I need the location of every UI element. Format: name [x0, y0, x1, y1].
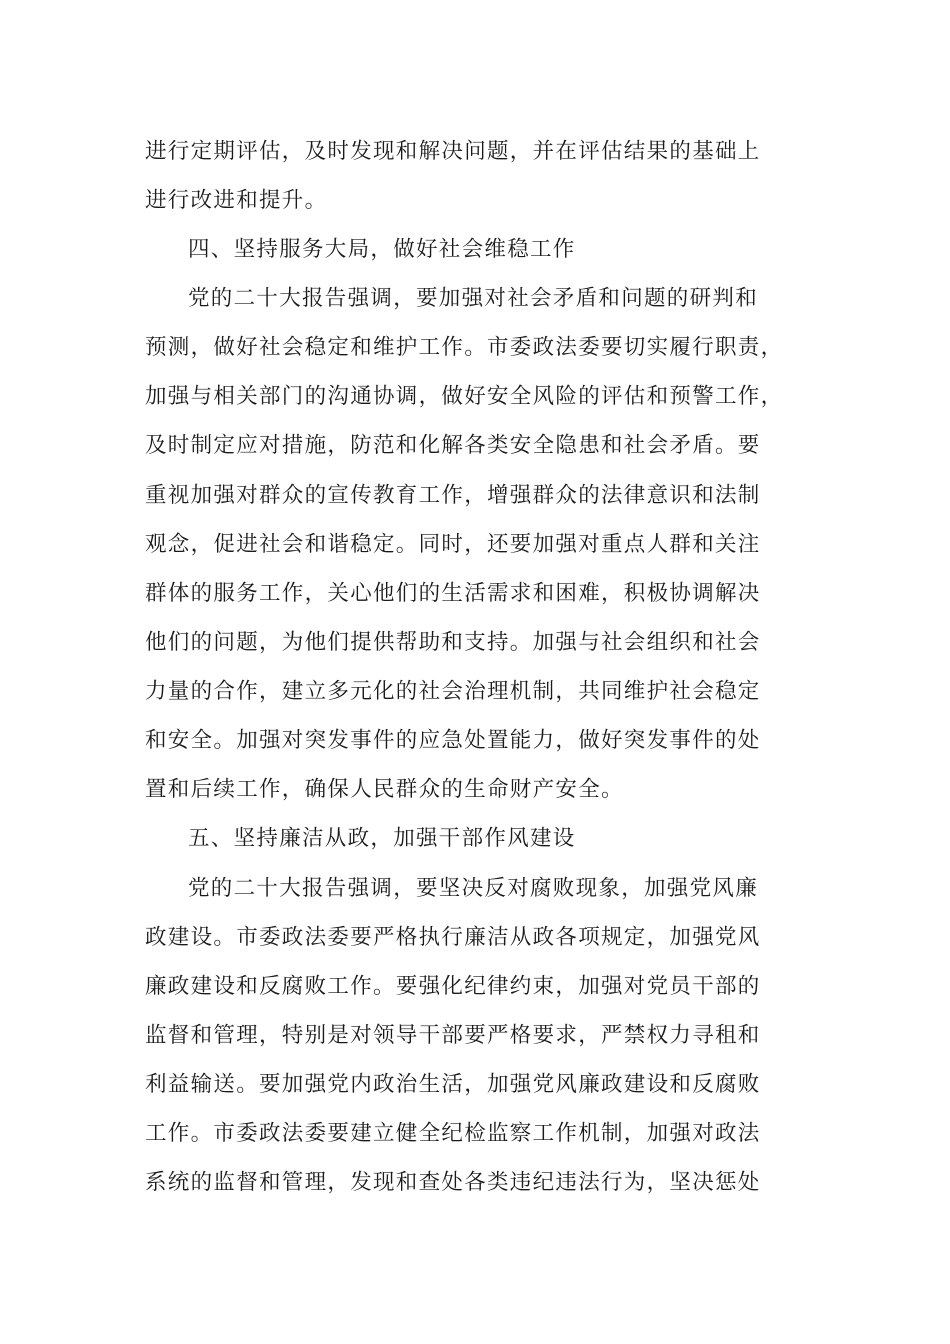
paragraph-line: 加强与相关部门的沟通协调，做好安全风险的评估和预警工作，: [145, 384, 784, 409]
section-heading-5: 五、坚持廉洁从政，加强干部作风建设: [188, 826, 576, 851]
paragraph-line: 观念，促进社会和谐稳定。同时，还要加强对重点人群和关注: [145, 532, 761, 557]
paragraph-line: 他们的问题，为他们提供帮助和支持。加强与社会组织和社会: [145, 630, 761, 655]
paragraph-line: 利益输送。要加强党内政治生活，加强党风廉政建设和反腐败: [145, 1072, 761, 1097]
paragraph-line: 及时制定应对措施，防范和化解各类安全隐患和社会矛盾。要: [145, 433, 761, 458]
paragraph-line: 置和后续工作，确保人民群众的生命财产安全。: [145, 777, 624, 802]
paragraph-line: 党的二十大报告强调，要坚决反对腐败现象，加强党风廉: [188, 876, 759, 901]
paragraph-line: 群体的服务工作，关心他们的生活需求和困难，积极协调解决: [145, 581, 761, 606]
paragraph-line: 系统的监督和管理，发现和查处各类违纪违法行为，坚决惩处: [145, 1170, 761, 1195]
section-heading-4: 四、坚持服务大局，做好社会维稳工作: [188, 237, 576, 262]
paragraph-line: 重视加强对群众的宣传教育工作，增强群众的法律意识和法制: [145, 483, 761, 508]
paragraph-line: 进行改进和提升。: [145, 188, 328, 213]
paragraph-line: 预测，做好社会稳定和维护工作。市委政法委要切实履行职责，: [145, 335, 784, 360]
paragraph-line: 进行定期评估，及时发现和解决问题，并在评估结果的基础上: [145, 139, 761, 164]
paragraph-line: 廉政建设和反腐败工作。要强化纪律约束，加强对党员干部的: [145, 974, 761, 999]
paragraph-line: 力量的合作，建立多元化的社会治理机制，共同维护社会稳定: [145, 679, 761, 704]
paragraph-line: 监督和管理，特别是对领导干部要严格要求，严禁权力寻租和: [145, 1023, 761, 1048]
paragraph-line: 和安全。加强对突发事件的应急处置能力，做好突发事件的处: [145, 728, 761, 753]
paragraph-line: 党的二十大报告强调，要加强对社会矛盾和问题的研判和: [188, 286, 759, 311]
paragraph-line: 政建设。市委政法委要严格执行廉洁从政各项规定，加强党风: [145, 925, 761, 950]
paragraph-line: 工作。市委政法委要建立健全纪检监察工作机制，加强对政法: [145, 1121, 761, 1146]
